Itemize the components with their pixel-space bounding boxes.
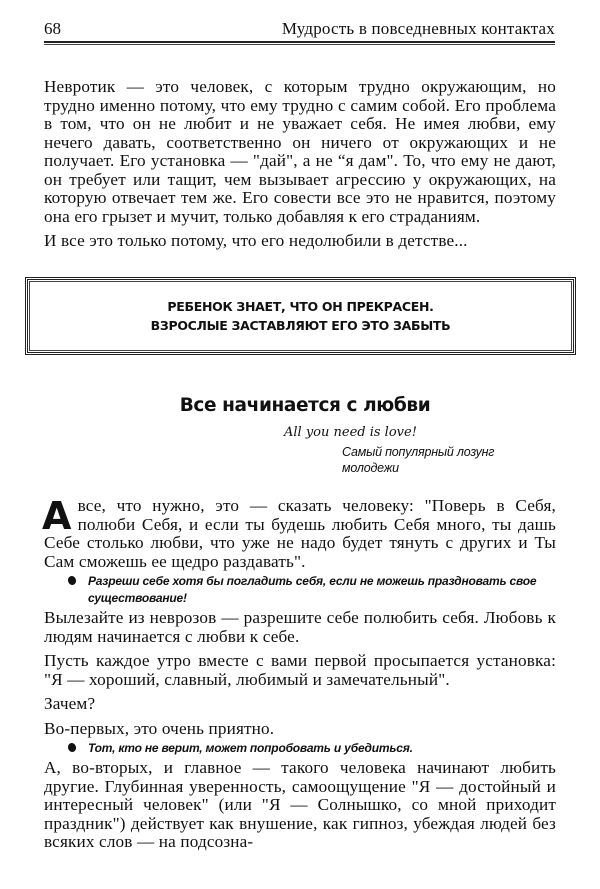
bullet-icon — [67, 742, 78, 753]
note-text: Тот, кто не верит, может попробовать и убедиться. — [88, 741, 413, 755]
body-text — [42, 494, 556, 852]
body-paragraph — [42, 494, 556, 571]
running-title: Мудрость в повседневных контактах — [281, 19, 555, 38]
intro-paragraph: Невротик — это человек, с которым трудно окружающим, но трудно именно потому, что ему трудно с самим собой. Его проблема в том, что он не любит и не уважает себя. Не имея любви, ему нечего давать, соответственно он ничего от окружающих и не получает. Его установка — "дай", а не “я дам". То, что ему не дают, он требует или тащит, чем вызывает агрессию у окружающих, на которую отвечает тем же. Его совести все это не нравится, поэтому она его грызет и мучит, только добавляя к его страданиям. — [44, 77, 556, 226]
intro-text — [44, 78, 556, 251]
section-title: Все начинается с любви — [179, 395, 431, 416]
callout-box — [25, 277, 576, 355]
callout-line: РЕБЕНОК ЗНАЕТ, ЧТО ОН ПРЕКРАСЕН. — [167, 299, 434, 314]
bullet-icon — [67, 575, 78, 586]
page-header — [44, 18, 555, 40]
callout-line: ВЗРОСЛЫЕ ЗАСТАВЛЯЮТ ЕГО ЭТО ЗАБЫТЬ — [150, 318, 451, 333]
body-paragraph: Пусть каждое утро вместе с вами первой просыпается установка: "Я — хороший, славный, любимый и замечательный". — [44, 651, 556, 689]
note — [66, 740, 556, 757]
body-paragraph: Зачем? — [44, 694, 96, 713]
epigraph-quote: All you need is love! — [284, 425, 417, 440]
epigraph-source: Самый популярный лозунг молодежи — [342, 445, 495, 475]
body-paragraph-text: все, что нужно, это — сказать человеку: "Поверь в Себя, полюби Себя, и если ты будешь любить Себя много, ты дашь Себе столько любви, что уже не надо будет тянуть с других и Ты Сам сможешь ее щедро раздавать". — [44, 496, 556, 571]
header-rule — [44, 41, 555, 45]
intro-paragraph: И все это только потому, что его недолюбили в детстве... — [44, 231, 468, 250]
drop-cap: А — [42, 494, 72, 538]
body-paragraph: Во-первых, это очень приятно. — [44, 718, 275, 738]
body-paragraph: А, во-вторых, и главное — такого человека начинают любить другие. Глубинная уверенность, самоощущение "Я — достойный и интересный человек" (или "Я — Солнышко, со мной приходит праздник") действует как внушение, как гипноз, убеждая людей без всяких слов — на подсозна- — [44, 758, 556, 851]
page-number: 68 — [44, 19, 61, 38]
note — [66, 573, 556, 607]
body-paragraph: Вылезайте из неврозов — разрешите себе полюбить себя. Любовь к людям начинается с любви к себе. — [44, 608, 556, 646]
note-text: Разреши себе хотя бы погладить себя, если не можешь праздновать свое существование! — [88, 574, 537, 605]
